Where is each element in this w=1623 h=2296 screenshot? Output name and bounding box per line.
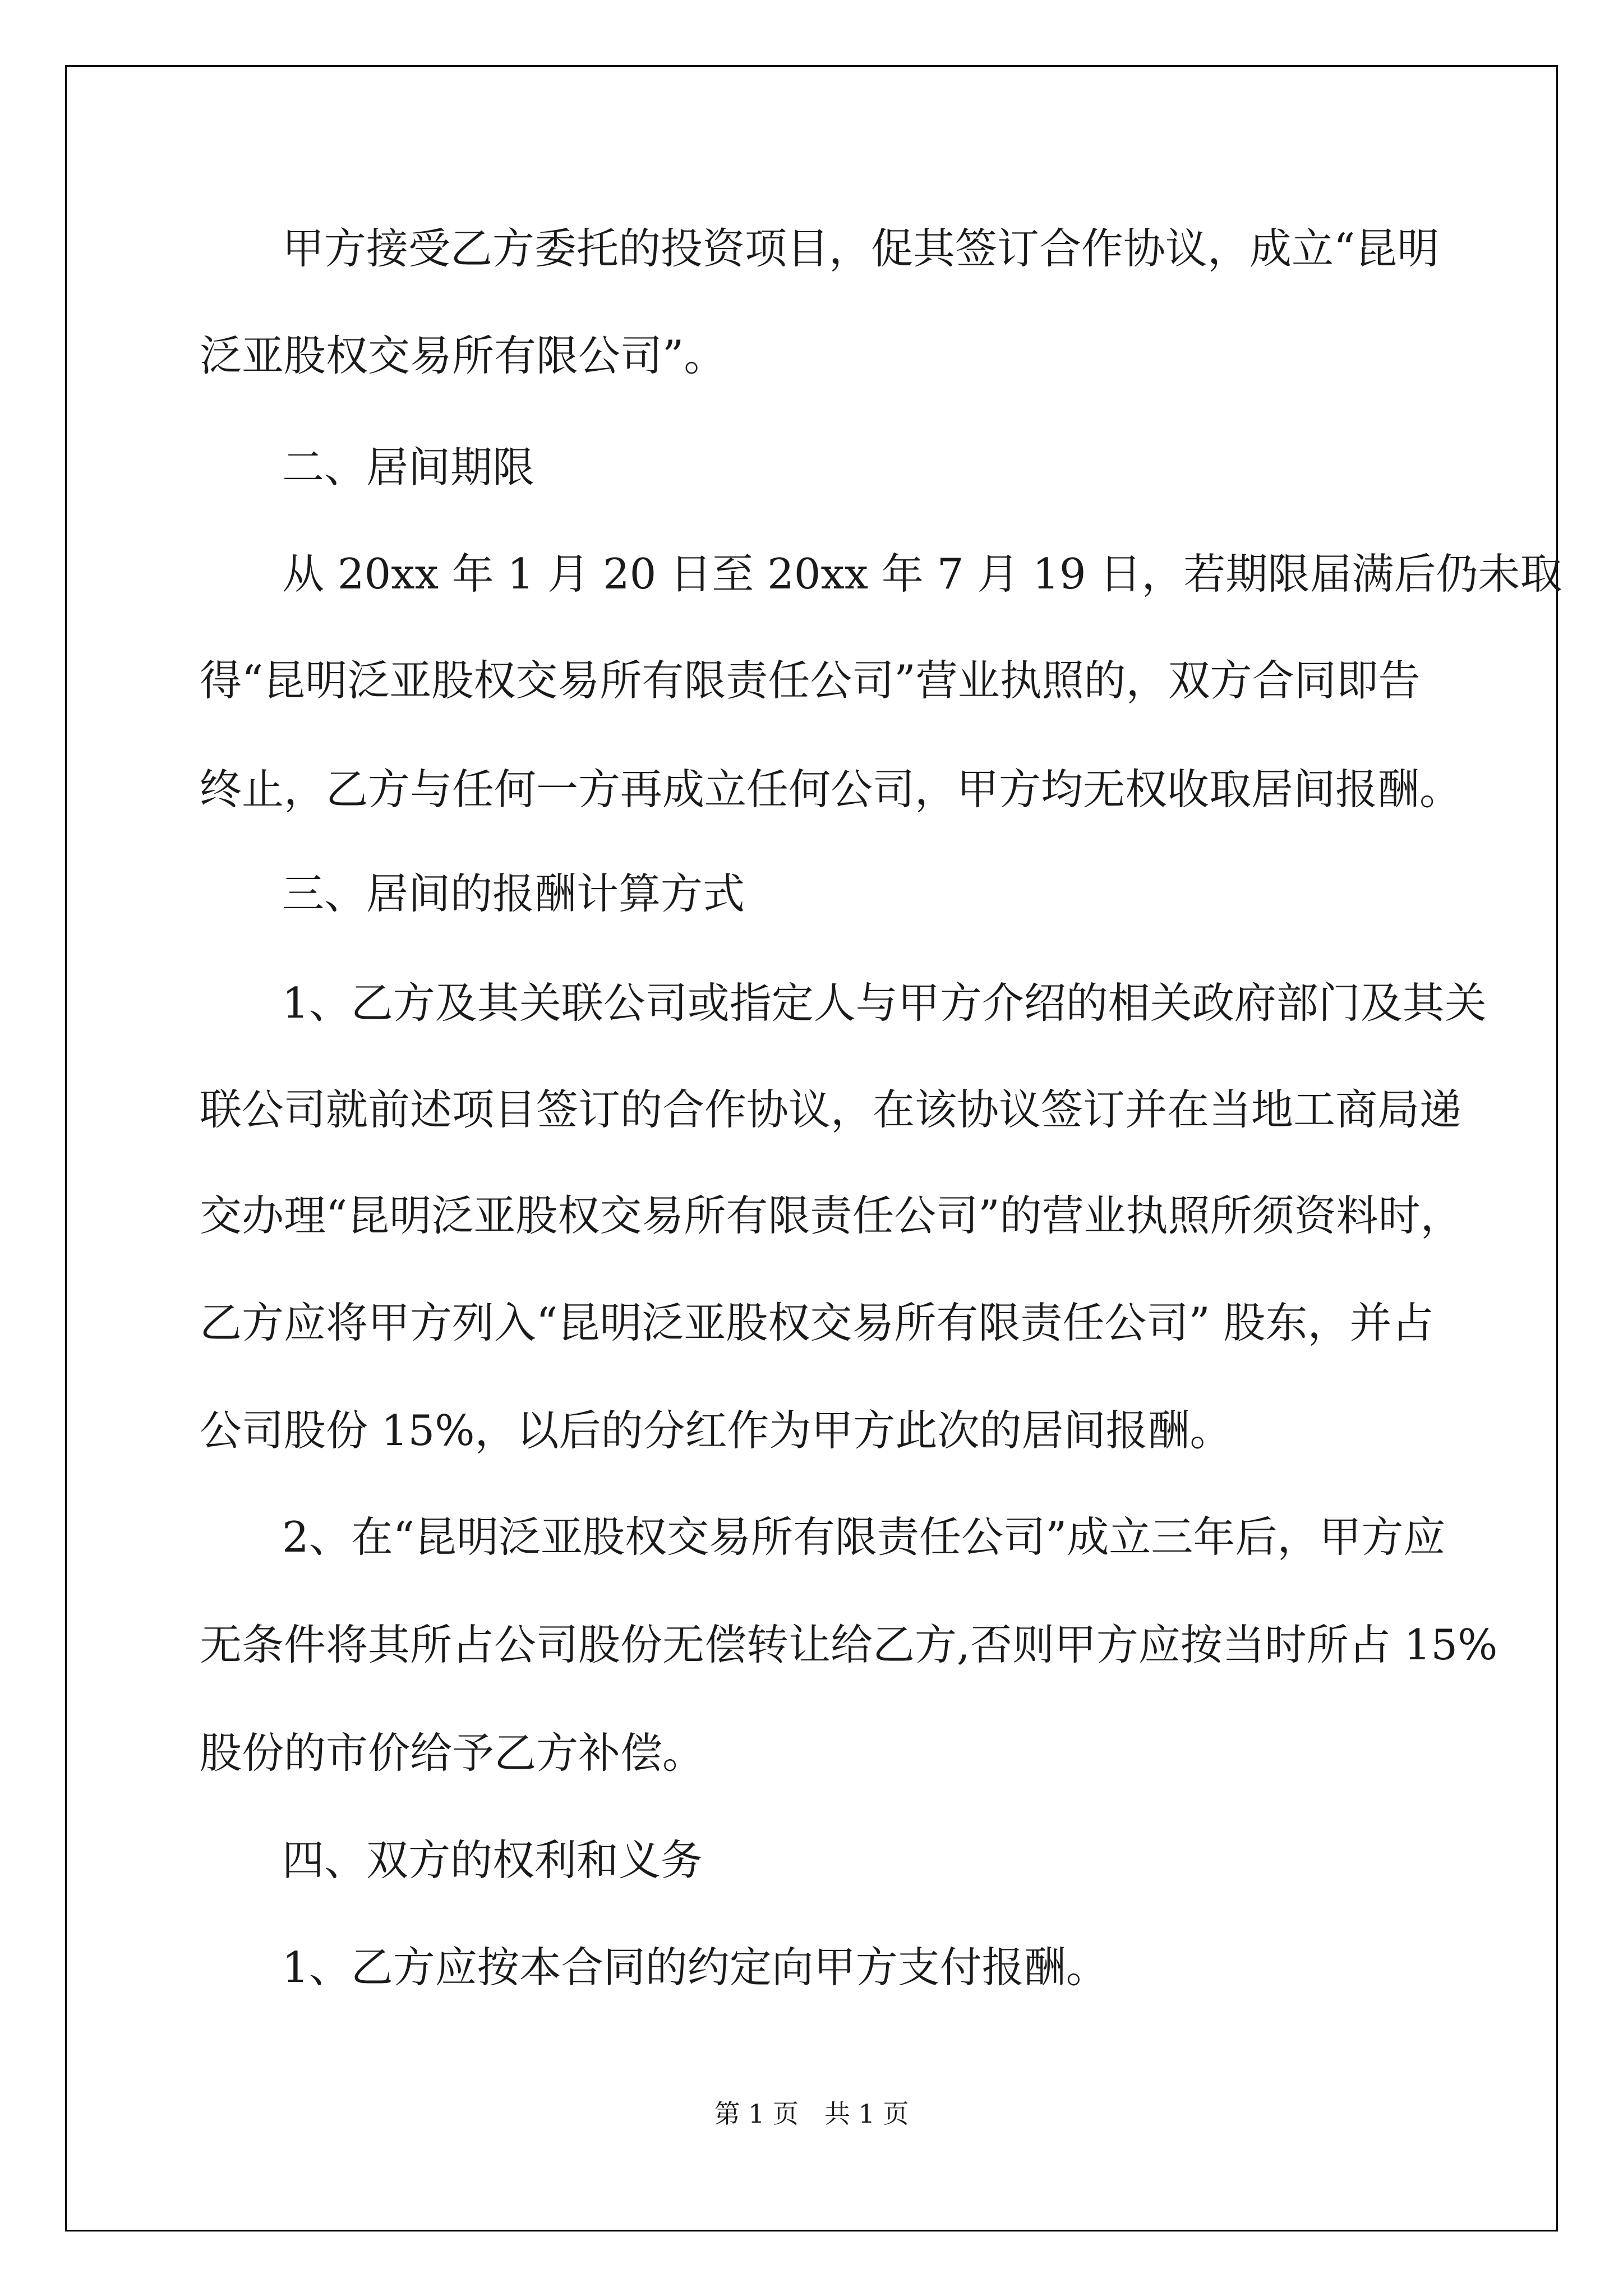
- text-line: 得“昆明泛亚股权交易所有限责任公司”营业执照的，双方合同即告: [200, 656, 1421, 705]
- text-line: 1、乙方及其关联公司或指定人与甲方介绍的相关政府部门及其关: [282, 978, 1487, 1028]
- page-number: 第 1 页 共 1 页: [714, 2099, 909, 2129]
- section-heading: 三、居间的报酬计算方式: [282, 869, 745, 918]
- text-line: 1、乙方应按本合同的约定向甲方支付报酬。: [282, 1943, 1108, 1992]
- text-line: 股份的市价给予乙方补偿。: [200, 1728, 705, 1778]
- text-line: 从 20xx 年 1 月 20 日至 20xx 年 7 月 19 日，若期限届满后仍未取: [282, 549, 1562, 599]
- text-line: 泛亚股权交易所有限公司”。: [200, 331, 726, 380]
- section-heading: 四、双方的权利和义务: [282, 1835, 703, 1885]
- text-line: 甲方接受乙方委托的投资项目，促其签订合作协议，成立“昆明: [282, 224, 1440, 273]
- text-line: 2、在“昆明泛亚股权交易所有限责任公司”成立三年后，甲方应: [282, 1512, 1446, 1562]
- text-line: 公司股份 15%，以后的分红作为甲方此次的居间报酬。: [200, 1406, 1232, 1455]
- text-line: 终止，乙方与任何一方再成立任何公司，甲方均无权收取居间报酬。: [200, 765, 1462, 814]
- page-border: [65, 65, 1558, 2231]
- text-line: 交办理“昆明泛亚股权交易所有限责任公司”的营业执照所须资料时，: [200, 1191, 1463, 1240]
- text-line: 联公司就前述项目签订的合作协议，在该协议签订并在当地工商局递: [200, 1085, 1462, 1134]
- text-line: 乙方应将甲方列入“昆明泛亚股权交易所有限责任公司” 股东，并占: [200, 1298, 1434, 1347]
- section-heading: 二、居间期限: [282, 443, 535, 492]
- text-line: 无条件将其所占公司股份无偿转让给乙方,否则甲方应按当时所占 15%: [200, 1620, 1498, 1669]
